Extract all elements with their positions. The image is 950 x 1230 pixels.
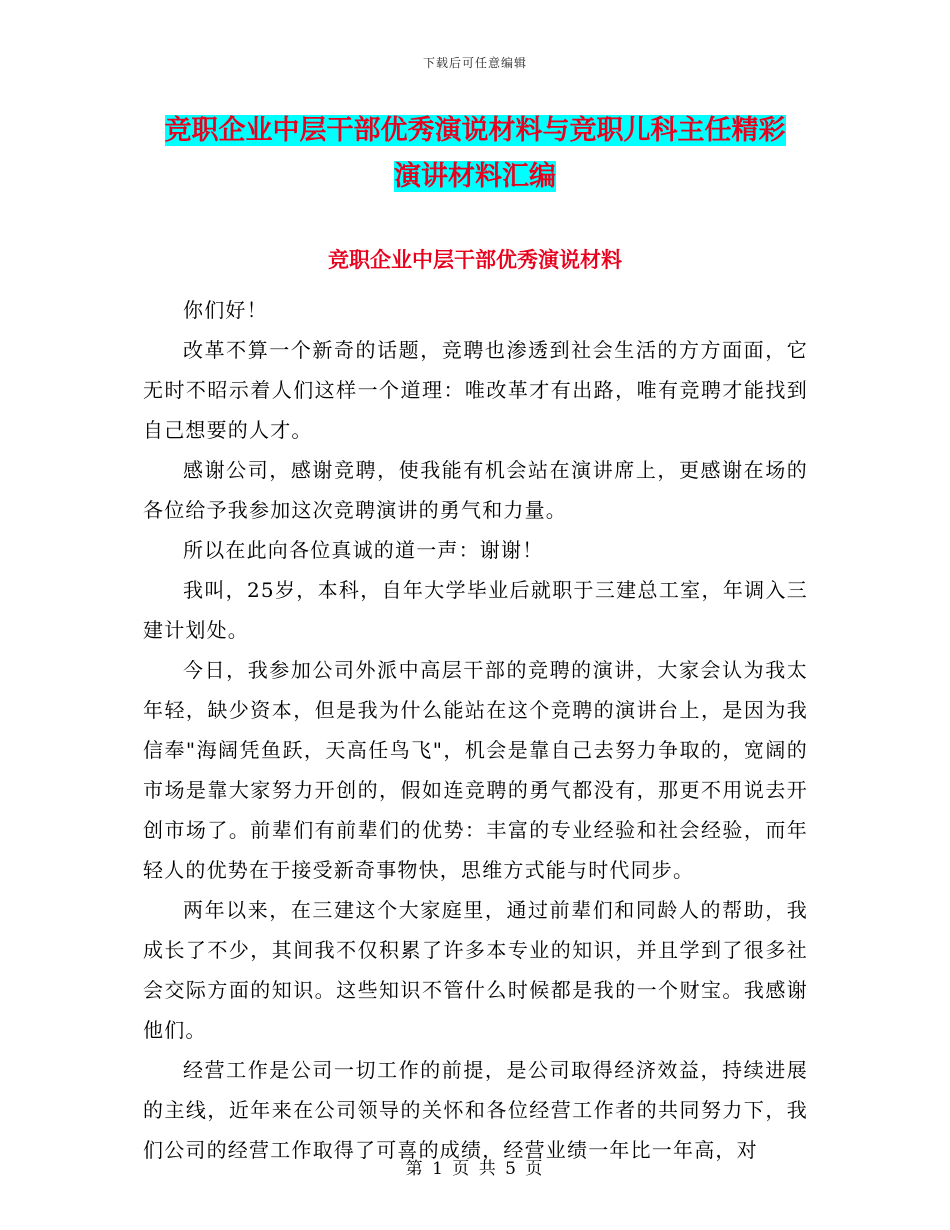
header-note: 下载后可任意编辑 [422,56,527,70]
title-line-2: 演讲材料汇编 [394,161,556,192]
paragraph: 所以在此向各位真诚的道一声：谢谢！ [183,538,544,562]
paragraph: 我叫，25岁，本科，自年大学毕业后就职于三建总工室，年调入三建计划处。 [143,578,808,642]
body-text [143,290,808,1170]
document-title [140,108,810,200]
paragraph: 改革不算一个新奇的话题，竞聘也渗透到社会生活的方方面面，它无时不昭示着人们这样一个道理：唯改革才有出路，唯有竞聘才能找到自己想要的人才。 [143,338,808,442]
paragraph: 你们好！ [183,298,268,322]
title-line-1: 竞职企业中层干部优秀演说材料与竞职儿科主任精彩 [164,115,786,146]
page-footer: 第 1 页 共 5 页 [405,1159,545,1179]
paragraph: 今日，我参加公司外派中高层干部的竞聘的演讲，大家会认为我太年轻，缺少资本，但是我为什么能站在这个竞聘的演讲台上，是因为我信奉"海阔凭鱼跃，天高任鸟飞"，机会是靠自己去努力争取的，宽阔的市场是靠大家努力开创的，假如连竞聘的勇气都没有，那更不用说去开创市场了。前辈们有前辈们的优势：丰富的专业经验和社会经验，而年轻人的优势在于接受新奇事物快，思维方式能与时代同步。 [143,658,808,882]
paragraph: 两年以来，在三建这个大家庭里，通过前辈们和同龄人的帮助，我成长了不少，其间我不仅积累了许多本专业的知识，并且学到了很多社会交际方面的知识。这些知识不管什么时候都是我的一个财宝。我感谢他们。 [143,898,808,1042]
paragraph: 经营工作是公司一切工作的前提，是公司取得经济效益，持续进展的主线，近年来在公司领导的关怀和各位经营工作者的共同努力下，我们公司的经营工作取得了可喜的成绩，经营业绩一年比一年高，对 [143,1058,808,1162]
section-title: 竞职企业中层干部优秀演说材料 [328,248,622,272]
paragraph: 感谢公司，感谢竞聘，使我能有机会站在演讲席上，更感谢在场的各位给予我参加这次竞聘演讲的勇气和力量。 [143,458,808,522]
